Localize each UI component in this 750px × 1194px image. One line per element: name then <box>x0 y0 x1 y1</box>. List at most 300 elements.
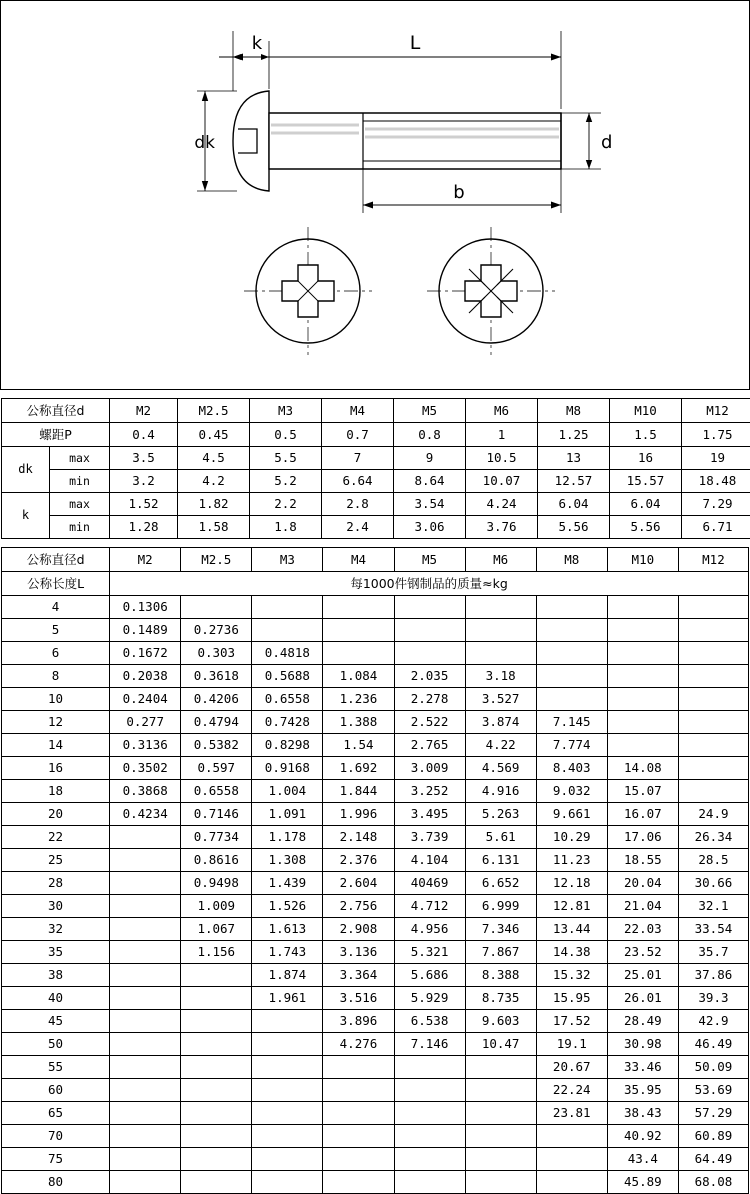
mass-cell: 28.49 <box>607 1010 678 1033</box>
cell: 5.2 <box>250 470 322 493</box>
table-row <box>2 665 749 688</box>
length-cell: 35 <box>2 941 110 964</box>
cell: 6.71 <box>682 516 750 539</box>
mass-cell: 25.01 <box>607 964 678 987</box>
length-cell: 70 <box>2 1125 110 1148</box>
mass-cell: 14.38 <box>536 941 607 964</box>
mass-cell: 23.81 <box>536 1102 607 1125</box>
mass-cell <box>607 688 678 711</box>
mass-cell: 1.743 <box>252 941 323 964</box>
mass-cell <box>465 1171 536 1194</box>
mass-cell: 1.156 <box>181 941 252 964</box>
mass-cell <box>110 1010 181 1033</box>
mass-cell: 2.765 <box>394 734 465 757</box>
mass-cell: 8.388 <box>465 964 536 987</box>
table-row <box>2 493 750 516</box>
mass-cell: 0.7428 <box>252 711 323 734</box>
length-label: 公称长度L <box>2 572 110 596</box>
table-row <box>2 826 749 849</box>
mass-cell: 4.276 <box>323 1033 394 1056</box>
mass-cell: 18.55 <box>607 849 678 872</box>
mass-cell: 9.603 <box>465 1010 536 1033</box>
mass-cell: 0.3502 <box>110 757 181 780</box>
mass-cell <box>181 964 252 987</box>
mass-cell: 43.4 <box>607 1148 678 1171</box>
mass-cell <box>323 1056 394 1079</box>
cell: 5.5 <box>250 447 322 470</box>
cell: 6.04 <box>610 493 682 516</box>
mass-cell: 0.303 <box>181 642 252 665</box>
mass-size-6: M8 <box>536 548 607 572</box>
mass-cell: 0.5382 <box>181 734 252 757</box>
mass-cell <box>181 1102 252 1125</box>
mass-cell <box>465 619 536 642</box>
mass-cell <box>465 1079 536 1102</box>
mass-cell <box>252 1056 323 1079</box>
length-cell: 50 <box>2 1033 110 1056</box>
mass-cell: 26.34 <box>678 826 748 849</box>
mass-cell: 20.67 <box>536 1056 607 1079</box>
mass-cell: 28.5 <box>678 849 748 872</box>
mass-cell <box>394 642 465 665</box>
row-sub-max: max <box>50 493 110 516</box>
mass-cell <box>110 918 181 941</box>
mass-cell <box>110 849 181 872</box>
mass-cell: 6.999 <box>465 895 536 918</box>
mass-cell: 15.07 <box>607 780 678 803</box>
mass-cell <box>110 987 181 1010</box>
mass-cell: 20.04 <box>607 872 678 895</box>
mass-cell: 50.09 <box>678 1056 748 1079</box>
cell: 1.58 <box>178 516 250 539</box>
table-row <box>2 734 749 757</box>
mass-cell <box>252 1102 323 1125</box>
length-cell: 22 <box>2 826 110 849</box>
mass-cell: 7.146 <box>394 1033 465 1056</box>
cell: 13 <box>538 447 610 470</box>
table-row <box>2 895 749 918</box>
mass-cell <box>678 780 748 803</box>
mass-cell: 22.03 <box>607 918 678 941</box>
dim-size-0: M2 <box>110 399 178 423</box>
mass-cell: 4.956 <box>394 918 465 941</box>
length-cell: 14 <box>2 734 110 757</box>
cell: 1.75 <box>682 423 750 447</box>
mass-cell: 1.692 <box>323 757 394 780</box>
mass-cell <box>110 1148 181 1171</box>
dim-size-2: M3 <box>250 399 322 423</box>
mass-cell: 7.346 <box>465 918 536 941</box>
mass-cell: 64.49 <box>678 1148 748 1171</box>
cell: 1.5 <box>610 423 682 447</box>
mass-cell: 33.54 <box>678 918 748 941</box>
length-cell: 18 <box>2 780 110 803</box>
mass-cell: 5.321 <box>394 941 465 964</box>
cell: 19 <box>682 447 750 470</box>
mass-cell: 0.1489 <box>110 619 181 642</box>
mass-cell: 0.8616 <box>181 849 252 872</box>
mass-cell: 0.3618 <box>181 665 252 688</box>
mass-cell: 1.004 <box>252 780 323 803</box>
mass-cell: 45.89 <box>607 1171 678 1194</box>
mass-cell: 0.2736 <box>181 619 252 642</box>
mass-cell <box>110 1079 181 1102</box>
cell: 2.4 <box>322 516 394 539</box>
mass-cell <box>607 596 678 619</box>
cell: 2.8 <box>322 493 394 516</box>
mass-cell: 3.874 <box>465 711 536 734</box>
mass-cell: 1.961 <box>252 987 323 1010</box>
mass-cell: 1.526 <box>252 895 323 918</box>
mass-cell: 8.735 <box>465 987 536 1010</box>
table-row <box>2 596 749 619</box>
mass-cell: 0.4234 <box>110 803 181 826</box>
length-cell: 16 <box>2 757 110 780</box>
mass-cell: 9.032 <box>536 780 607 803</box>
mass-cell: 53.69 <box>678 1079 748 1102</box>
dim-header-label: 公称直径d <box>2 399 110 423</box>
cell: 5.56 <box>610 516 682 539</box>
mass-cell: 2.035 <box>394 665 465 688</box>
mass-cell: 0.4818 <box>252 642 323 665</box>
mass-cell: 30.66 <box>678 872 748 895</box>
mass-cell <box>678 665 748 688</box>
mass-cell <box>394 619 465 642</box>
mass-cell: 35.95 <box>607 1079 678 1102</box>
mass-cell <box>252 1171 323 1194</box>
dim-size-7: M10 <box>610 399 682 423</box>
mass-size-7: M10 <box>607 548 678 572</box>
mass-cell: 17.06 <box>607 826 678 849</box>
mass-cell: 1.613 <box>252 918 323 941</box>
cell: 6.04 <box>538 493 610 516</box>
mass-cell: 10.47 <box>465 1033 536 1056</box>
table-row <box>2 1125 749 1148</box>
mass-cell: 1.874 <box>252 964 323 987</box>
mass-cell: 22.24 <box>536 1079 607 1102</box>
label-d: d <box>601 132 612 153</box>
mass-cell: 3.527 <box>465 688 536 711</box>
mass-cell <box>394 1125 465 1148</box>
cell: 4.5 <box>178 447 250 470</box>
mass-cell: 1.091 <box>252 803 323 826</box>
mass-cell: 8.403 <box>536 757 607 780</box>
mass-cell: 1.178 <box>252 826 323 849</box>
mass-cell <box>678 642 748 665</box>
mass-cell: 6.131 <box>465 849 536 872</box>
mass-cell: 7.774 <box>536 734 607 757</box>
dimension-table <box>1 398 750 539</box>
mass-header-label: 公称直径d <box>2 548 110 572</box>
mass-cell: 32.1 <box>678 895 748 918</box>
screw-drawing-svg <box>1 1 749 389</box>
table-row <box>2 688 749 711</box>
mass-cell <box>323 1125 394 1148</box>
mass-cell <box>394 1171 465 1194</box>
mass-cell: 0.1306 <box>110 596 181 619</box>
table-row <box>2 470 750 493</box>
table-row <box>2 803 749 826</box>
cell: 4.24 <box>466 493 538 516</box>
cell: 3.76 <box>466 516 538 539</box>
cell: 4.2 <box>178 470 250 493</box>
table-row <box>2 1079 749 1102</box>
mass-cell: 3.739 <box>394 826 465 849</box>
cell: 3.2 <box>110 470 178 493</box>
cell: 6.64 <box>322 470 394 493</box>
cell: 0.45 <box>178 423 250 447</box>
table-row <box>2 941 749 964</box>
row-label-dk: dk <box>2 447 50 493</box>
mass-cell: 3.516 <box>323 987 394 1010</box>
technical-drawing <box>0 0 750 390</box>
table-row <box>2 1033 749 1056</box>
mass-cell <box>252 1079 323 1102</box>
mass-cell: 1.308 <box>252 849 323 872</box>
mass-cell: 0.3868 <box>110 780 181 803</box>
mass-cell: 0.3136 <box>110 734 181 757</box>
length-cell: 55 <box>2 1056 110 1079</box>
mass-cell: 2.908 <box>323 918 394 941</box>
length-cell: 30 <box>2 895 110 918</box>
mass-table <box>1 547 749 1194</box>
mass-cell: 3.495 <box>394 803 465 826</box>
mass-cell <box>110 1171 181 1194</box>
table-row-header <box>2 548 749 572</box>
mass-cell: 0.2038 <box>110 665 181 688</box>
dim-size-1: M2.5 <box>178 399 250 423</box>
mass-cell <box>465 1125 536 1148</box>
mass-cell: 0.1672 <box>110 642 181 665</box>
table-row <box>2 1171 749 1194</box>
mass-cell: 0.4206 <box>181 688 252 711</box>
mass-cell <box>323 619 394 642</box>
length-cell: 32 <box>2 918 110 941</box>
table-row <box>2 872 749 895</box>
mass-cell <box>323 596 394 619</box>
mass-cell: 4.569 <box>465 757 536 780</box>
mass-cell: 4.712 <box>394 895 465 918</box>
mass-cell: 23.52 <box>607 941 678 964</box>
length-cell: 8 <box>2 665 110 688</box>
mass-cell: 2.278 <box>394 688 465 711</box>
mass-cell <box>252 596 323 619</box>
mass-cell <box>252 1010 323 1033</box>
length-cell: 65 <box>2 1102 110 1125</box>
table-row <box>2 711 749 734</box>
mass-cell: 0.4794 <box>181 711 252 734</box>
mass-cell: 1.844 <box>323 780 394 803</box>
cell: 0.5 <box>250 423 322 447</box>
mass-cell: 7.145 <box>536 711 607 734</box>
mass-cell: 0.7146 <box>181 803 252 826</box>
mass-cell <box>536 665 607 688</box>
cell: 8.64 <box>394 470 466 493</box>
mass-cell <box>252 619 323 642</box>
mass-cell: 16.07 <box>607 803 678 826</box>
mass-size-5: M6 <box>465 548 536 572</box>
mass-cell: 1.067 <box>181 918 252 941</box>
mass-cell <box>607 734 678 757</box>
cell: 5.56 <box>538 516 610 539</box>
length-cell: 10 <box>2 688 110 711</box>
mass-cell <box>536 1125 607 1148</box>
table-row <box>2 1056 749 1079</box>
mass-cell <box>394 1079 465 1102</box>
table-row <box>2 1010 749 1033</box>
table-row <box>2 447 750 470</box>
mass-cell <box>110 872 181 895</box>
mass-cell <box>181 1033 252 1056</box>
mass-cell <box>536 596 607 619</box>
mass-cell: 15.95 <box>536 987 607 1010</box>
mass-cell <box>394 596 465 619</box>
cell: 10.07 <box>466 470 538 493</box>
mass-cell <box>252 1148 323 1171</box>
mass-cell: 1.54 <box>323 734 394 757</box>
cell: 12.57 <box>538 470 610 493</box>
mass-cell: 1.996 <box>323 803 394 826</box>
mass-cell: 6.652 <box>465 872 536 895</box>
mass-cell: 40469 <box>394 872 465 895</box>
mass-cell <box>110 941 181 964</box>
mass-cell: 46.49 <box>678 1033 748 1056</box>
table-row <box>2 849 749 872</box>
cell: 1 <box>466 423 538 447</box>
length-cell: 28 <box>2 872 110 895</box>
mass-cell: 3.18 <box>465 665 536 688</box>
mass-cell <box>394 1148 465 1171</box>
mass-cell <box>536 688 607 711</box>
mass-cell <box>252 1033 323 1056</box>
cell: 1.82 <box>178 493 250 516</box>
cell: 0.7 <box>322 423 394 447</box>
mass-cell: 68.08 <box>678 1171 748 1194</box>
mass-cell: 3.009 <box>394 757 465 780</box>
mass-cell: 2.148 <box>323 826 394 849</box>
mass-cell: 39.3 <box>678 987 748 1010</box>
mass-cell <box>181 987 252 1010</box>
table-row-subheader <box>2 572 749 596</box>
mass-cell: 4.104 <box>394 849 465 872</box>
length-cell: 12 <box>2 711 110 734</box>
row-sub-max: max <box>50 447 110 470</box>
mass-cell <box>181 1171 252 1194</box>
mass-size-0: M2 <box>110 548 181 572</box>
mass-cell <box>536 1171 607 1194</box>
mass-cell: 3.896 <box>323 1010 394 1033</box>
cell: 1.25 <box>538 423 610 447</box>
mass-cell: 60.89 <box>678 1125 748 1148</box>
mass-cell: 1.009 <box>181 895 252 918</box>
mass-cell: 0.6558 <box>181 780 252 803</box>
length-cell: 20 <box>2 803 110 826</box>
mass-size-8: M12 <box>678 548 748 572</box>
mass-cell <box>110 826 181 849</box>
mass-cell <box>465 642 536 665</box>
mass-cell: 0.9168 <box>252 757 323 780</box>
mass-cell: 1.084 <box>323 665 394 688</box>
mass-size-1: M2.5 <box>181 548 252 572</box>
mass-cell: 13.44 <box>536 918 607 941</box>
mass-cell <box>678 688 748 711</box>
mass-cell <box>252 1125 323 1148</box>
mass-cell: 15.32 <box>536 964 607 987</box>
cell: 3.54 <box>394 493 466 516</box>
mass-title: 每1000件钢制品的质量≈kg <box>110 572 749 596</box>
dim-size-5: M6 <box>466 399 538 423</box>
mass-cell <box>607 642 678 665</box>
label-k: k <box>252 33 263 54</box>
mass-cell: 12.18 <box>536 872 607 895</box>
dim-size-6: M8 <box>538 399 610 423</box>
mass-cell: 5.686 <box>394 964 465 987</box>
mass-cell <box>607 665 678 688</box>
mass-cell <box>110 1102 181 1125</box>
table-row <box>2 757 749 780</box>
mass-cell: 2.376 <box>323 849 394 872</box>
mass-cell <box>394 1056 465 1079</box>
mass-cell: 5.929 <box>394 987 465 1010</box>
mass-cell <box>110 1033 181 1056</box>
table-row <box>2 1148 749 1171</box>
cell: 1.28 <box>110 516 178 539</box>
cell: 0.4 <box>110 423 178 447</box>
table-row <box>2 423 750 447</box>
mass-cell <box>536 1148 607 1171</box>
table-row <box>2 619 749 642</box>
mass-cell: 12.81 <box>536 895 607 918</box>
mass-cell: 11.23 <box>536 849 607 872</box>
table-row <box>2 918 749 941</box>
cell: 15.57 <box>610 470 682 493</box>
mass-cell: 0.597 <box>181 757 252 780</box>
row-label-k: k <box>2 493 50 539</box>
mass-cell <box>110 964 181 987</box>
cell: 1.8 <box>250 516 322 539</box>
mass-cell: 0.7734 <box>181 826 252 849</box>
mass-cell: 2.522 <box>394 711 465 734</box>
mass-cell: 1.236 <box>323 688 394 711</box>
cell: 7.29 <box>682 493 750 516</box>
dim-size-3: M4 <box>322 399 394 423</box>
mass-cell: 0.9498 <box>181 872 252 895</box>
mass-size-3: M4 <box>323 548 394 572</box>
cell: 7 <box>322 447 394 470</box>
length-cell: 75 <box>2 1148 110 1171</box>
mass-cell: 26.01 <box>607 987 678 1010</box>
mass-cell: 2.604 <box>323 872 394 895</box>
mass-cell: 30.98 <box>607 1033 678 1056</box>
mass-cell: 40.92 <box>607 1125 678 1148</box>
mass-cell: 3.252 <box>394 780 465 803</box>
mass-cell: 19.1 <box>536 1033 607 1056</box>
mass-cell <box>181 596 252 619</box>
mass-cell <box>323 1079 394 1102</box>
mass-cell <box>678 757 748 780</box>
mass-cell: 3.364 <box>323 964 394 987</box>
mass-cell: 21.04 <box>607 895 678 918</box>
mass-cell <box>181 1056 252 1079</box>
mass-cell: 10.29 <box>536 826 607 849</box>
dim-size-4: M5 <box>394 399 466 423</box>
mass-cell <box>678 596 748 619</box>
mass-cell <box>181 1125 252 1148</box>
mass-cell: 2.756 <box>323 895 394 918</box>
mass-cell <box>536 619 607 642</box>
mass-cell: 14.08 <box>607 757 678 780</box>
mass-cell <box>110 895 181 918</box>
